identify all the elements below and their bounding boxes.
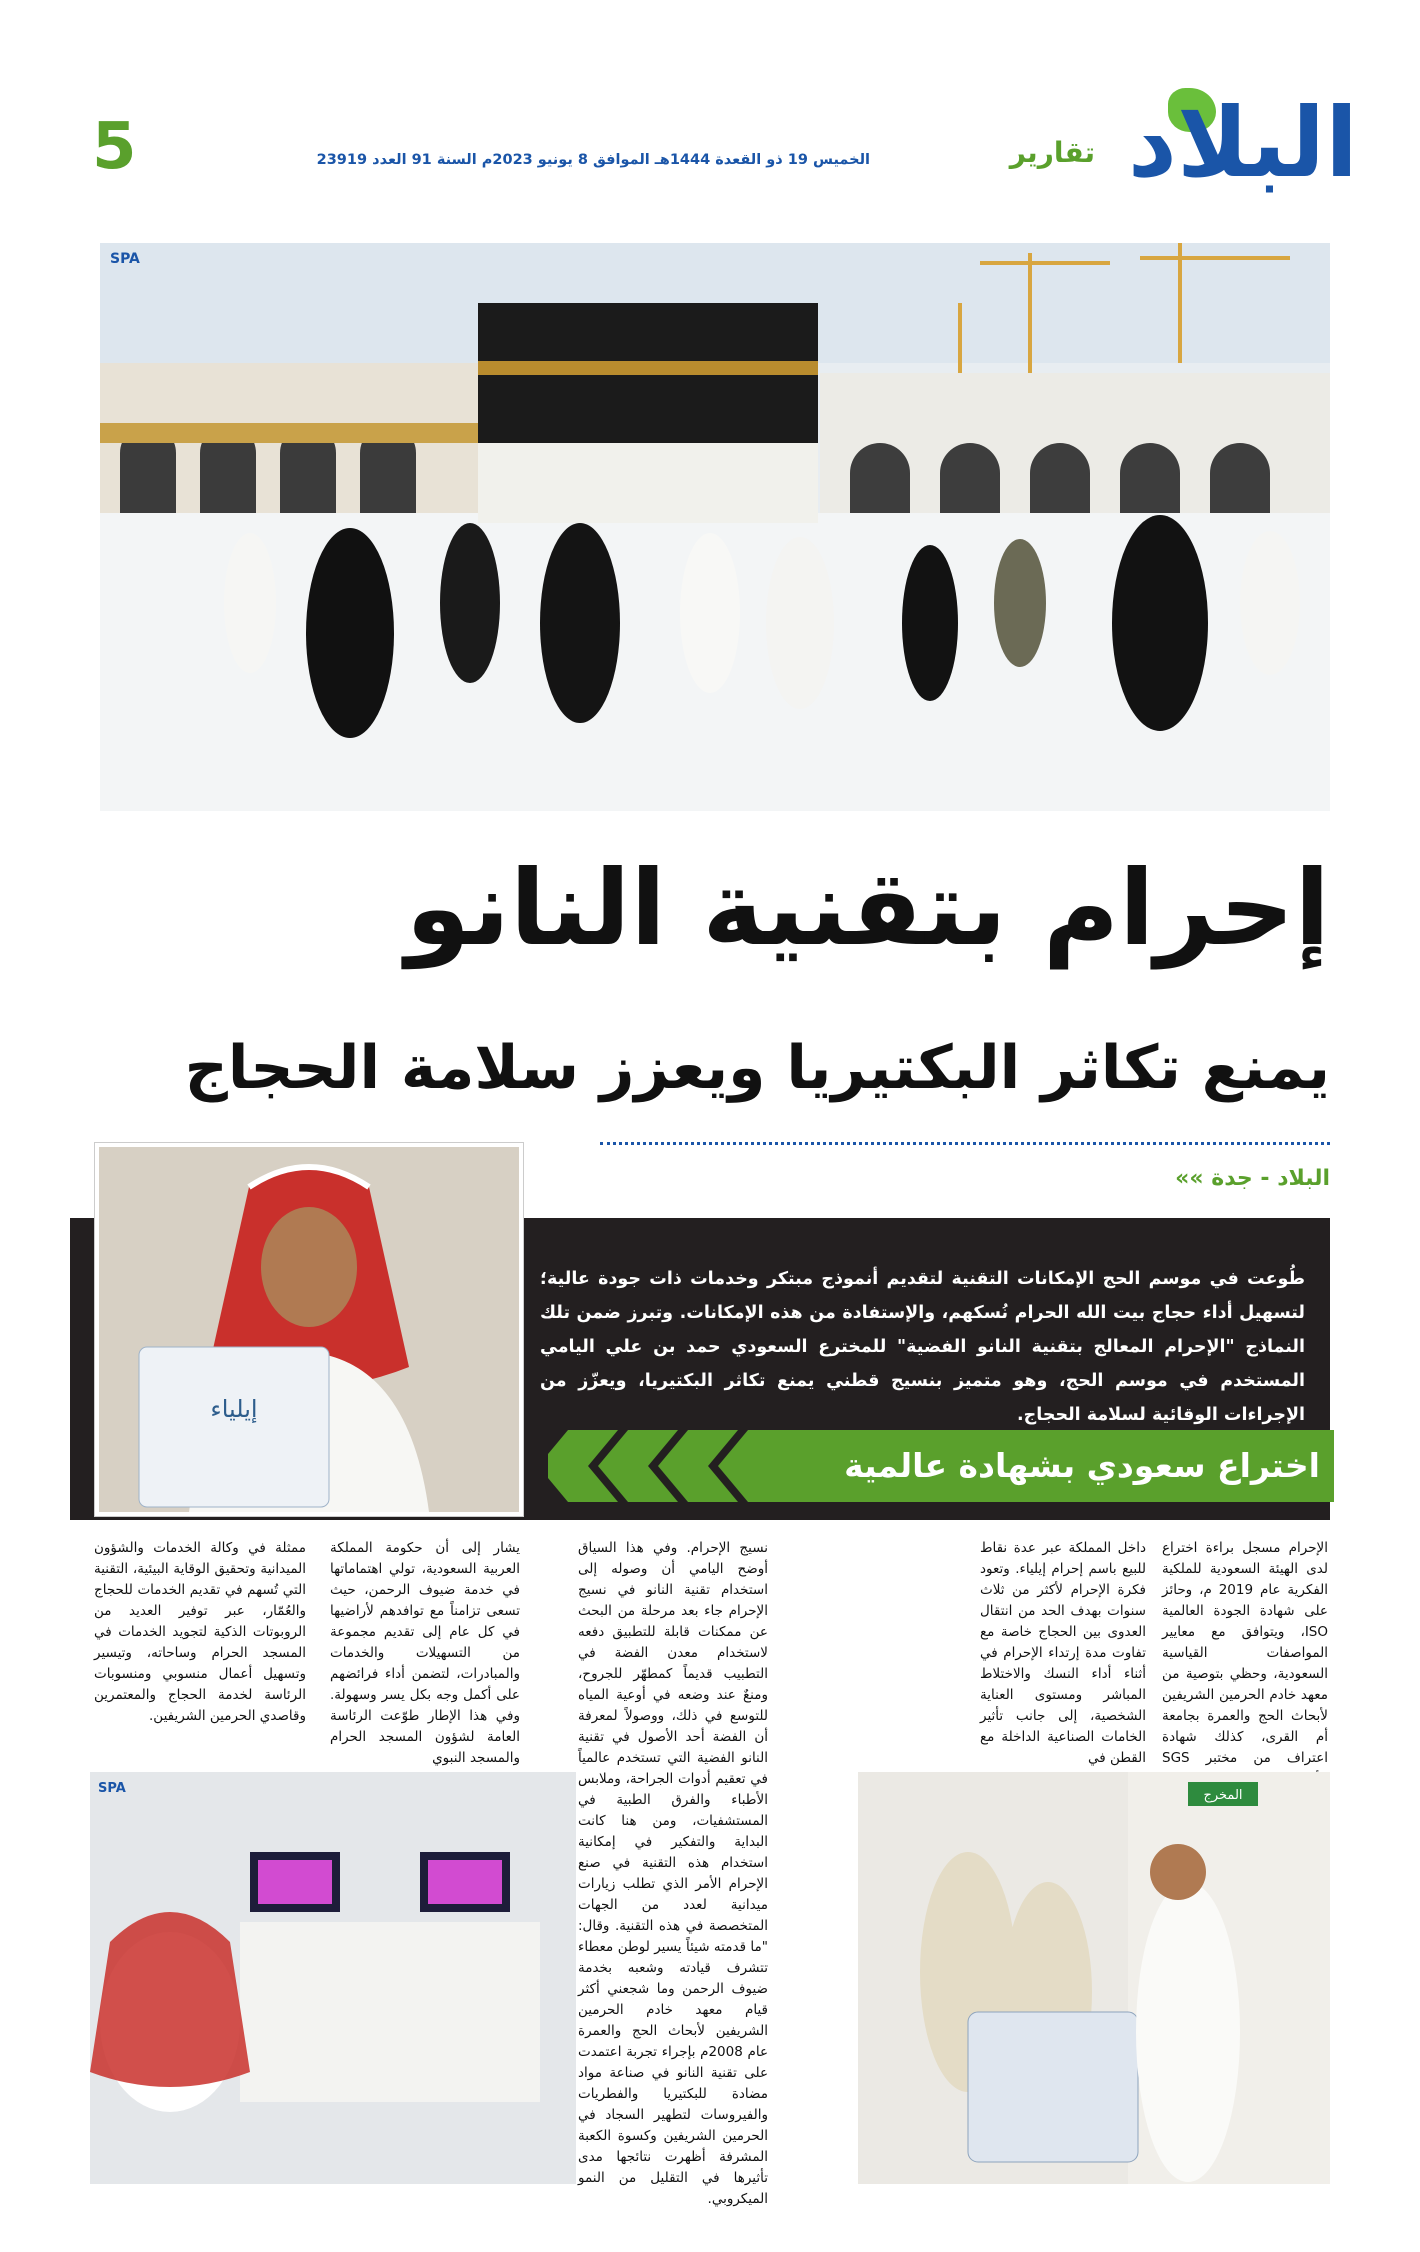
byline-text: البلاد - جدة <box>1211 1166 1330 1191</box>
intro-text: طُوعت في موسم الحج الإمكانات التقنية لتقديم أنموذج مبتكر وخدمات ذات جودة عالية؛ لتسهيل أداء حجاج بيت الله الحرام نُسكهم، والإستفادة من هذه الإمكانات. وتبرز ضمن تلك النماذج "الإحرام المعالج بتقنية النانو الفضية" للمخترع السعودي حمد بن علي اليامي المستخدم في موسم الحج، وهو متميز بنسيج قطني يمنع تكاثر البكتيريا، ويعزّز من الإجراءات الوقائية لسلامة الحجاج. <box>540 1269 1305 1425</box>
inventor-portrait <box>95 1143 523 1516</box>
section-label: تقارير <box>1009 136 1095 169</box>
dateline: الخميس 19 ذو القعدة 1444هـ الموافق 8 يونيو 2023م السنة 91 العدد 23919 <box>316 152 870 168</box>
logo-text: البلاد <box>1127 87 1358 199</box>
divider <box>600 1142 1330 1145</box>
page-number: 5 <box>92 110 137 184</box>
headline: إحرام بتقنية النانو <box>405 847 1330 969</box>
photo-sanitizer <box>858 1772 1330 2184</box>
robots-illustration <box>90 1772 576 2184</box>
banner-title: اختراع سعودي بشهادة عالمية <box>844 1446 1320 1485</box>
subheadline: يمنع تكاثر البكتيريا ويعزز سلامة الحجاج <box>184 1033 1330 1103</box>
chevrons-icon: »» <box>1175 1166 1204 1191</box>
newspaper-logo <box>1118 88 1358 198</box>
exit-sign: المخرج <box>1203 1788 1243 1803</box>
bag-label: إيلياء <box>210 1395 258 1423</box>
byline <box>1030 1166 1330 1191</box>
hero-photo-kaaba <box>100 243 1330 811</box>
column-3: نسيج الإحرام. وفي هذا السياق أوضح اليامي أن وصوله إلى استخدام تقنية النانو في نسيج الإحرام جاء بعد مرحلة من البحث عن ممكنات قابلة للتطبيق دفعه لاستخدام معدن الفضة في التطبيب قديماً كمطهّر للجروح، ومنعٌ عند وضعه في أوعية المياه للتوسع في ذلك، ووصولاً لمعرفة أن الفضة أحد الأصول في تقنية النانو الفضية التي تستخدم عالمياً في تعقيم أدوات الجراحة، وملابس الأطباء والفرق الطبية في المستشفيات، ومن هنا كانت البداية والتفكير في إمكانية استخدام هذه التقنية في صنع الإحرام الأمر الذي تطلب زيارات ميدانية لعدد من الجهات المتخصصة في هذه التقنية. وقال: "ما قدمته شيئاً يسير لوطن معطاء تتشرف قيادته وشعبه بخدمة ضيوف الرحمن وما شجعني أكثر قيام معهد خادم الحرمين الشريفين لأبحاث الحج والعمرة عام 2008م بإجراء تجربة اعتمدت على تقنية النانو في صناعة مواد مضادة للبكتيريا والفطريات والفيروسات لتطهير السجاد في الحرمين الشريفين وكسوة الكعبة المشرفة أظهرت نتائجها مدى تأثيرها في التقليل من النمو الميكروبي. <box>578 1540 769 2207</box>
hero-photo-credit: SPA <box>110 251 140 267</box>
sanitizer-illustration <box>858 1772 1330 2184</box>
column-5: ممثلة في وكالة الخدمات والشؤون الميدانية وتحقيق الوقاية البيئية، التقنية التي تُسهم في تقديم الخدمات للحجاج والعُمّار، عبر توفير العديد من الروبوتات الذكية لتجويد الخدمات في المسجد الحرام وساحاته، وتيسير وتسهيل أعمال منسوبي ومنسوبات الرئاسة لخدمة الحجاج والمعتمرين وقاصدي الحرمين الشريفين. <box>94 1540 306 1724</box>
column-1: الإحرام مسجل براءة اختراع لدى الهيئة السعودية للملكية الفكرية عام 2019 م، وحائز على شهادة الجودة العالمية ISO، ويتوافق مع معايير المواصفات القياسية السعودية، وحظي بتوصية من معهد خادم الحرمين الشريفين لأبحاث الحج والعمرة بجامعة أم القرى، كذلك شهادة اعتراف من مختبر SGS <box>1162 1540 1329 1766</box>
column-2: داخل المملكة عبر عدة نقاط للبيع باسم إحرام إيلياء. وتعود فكرة الإحرام لأكثر من ثلاث سنوات بهدف الحد من انتقال العدوى بين الحجاج خاصة مع تفاوت مدة إرتداء الإحرام في أثناء أداء النسك والاختلاط المباشر ومستوى العناية الشخصية، إلى جانب تأثير الخامات الصناعية الداخلة مع القطن في <box>980 1540 1146 1766</box>
hero-illustration <box>100 243 1330 811</box>
portrait-illustration <box>99 1147 519 1512</box>
bottom-photo-credit: SPA <box>98 1781 126 1796</box>
photo-robots <box>90 1772 576 2184</box>
column-4: يشار إلى أن حكومة المملكة العربية السعودية، تولي اهتماماتها في خدمة ضيوف الرحمن، حيث تسعى تزامناً مع توافدهم لأراضيها في كل عام إلى تقديم مجموعة من التسهيلات والخدمات والمبادرات، لتضمن أداء فرائضهم على أكمل وجه بكل يسر وسهولة. وفي هذا الإطار طوّعت الرئاسة العامة لشؤون المسجد الحرام والمسجد النبوي <box>330 1540 520 1766</box>
